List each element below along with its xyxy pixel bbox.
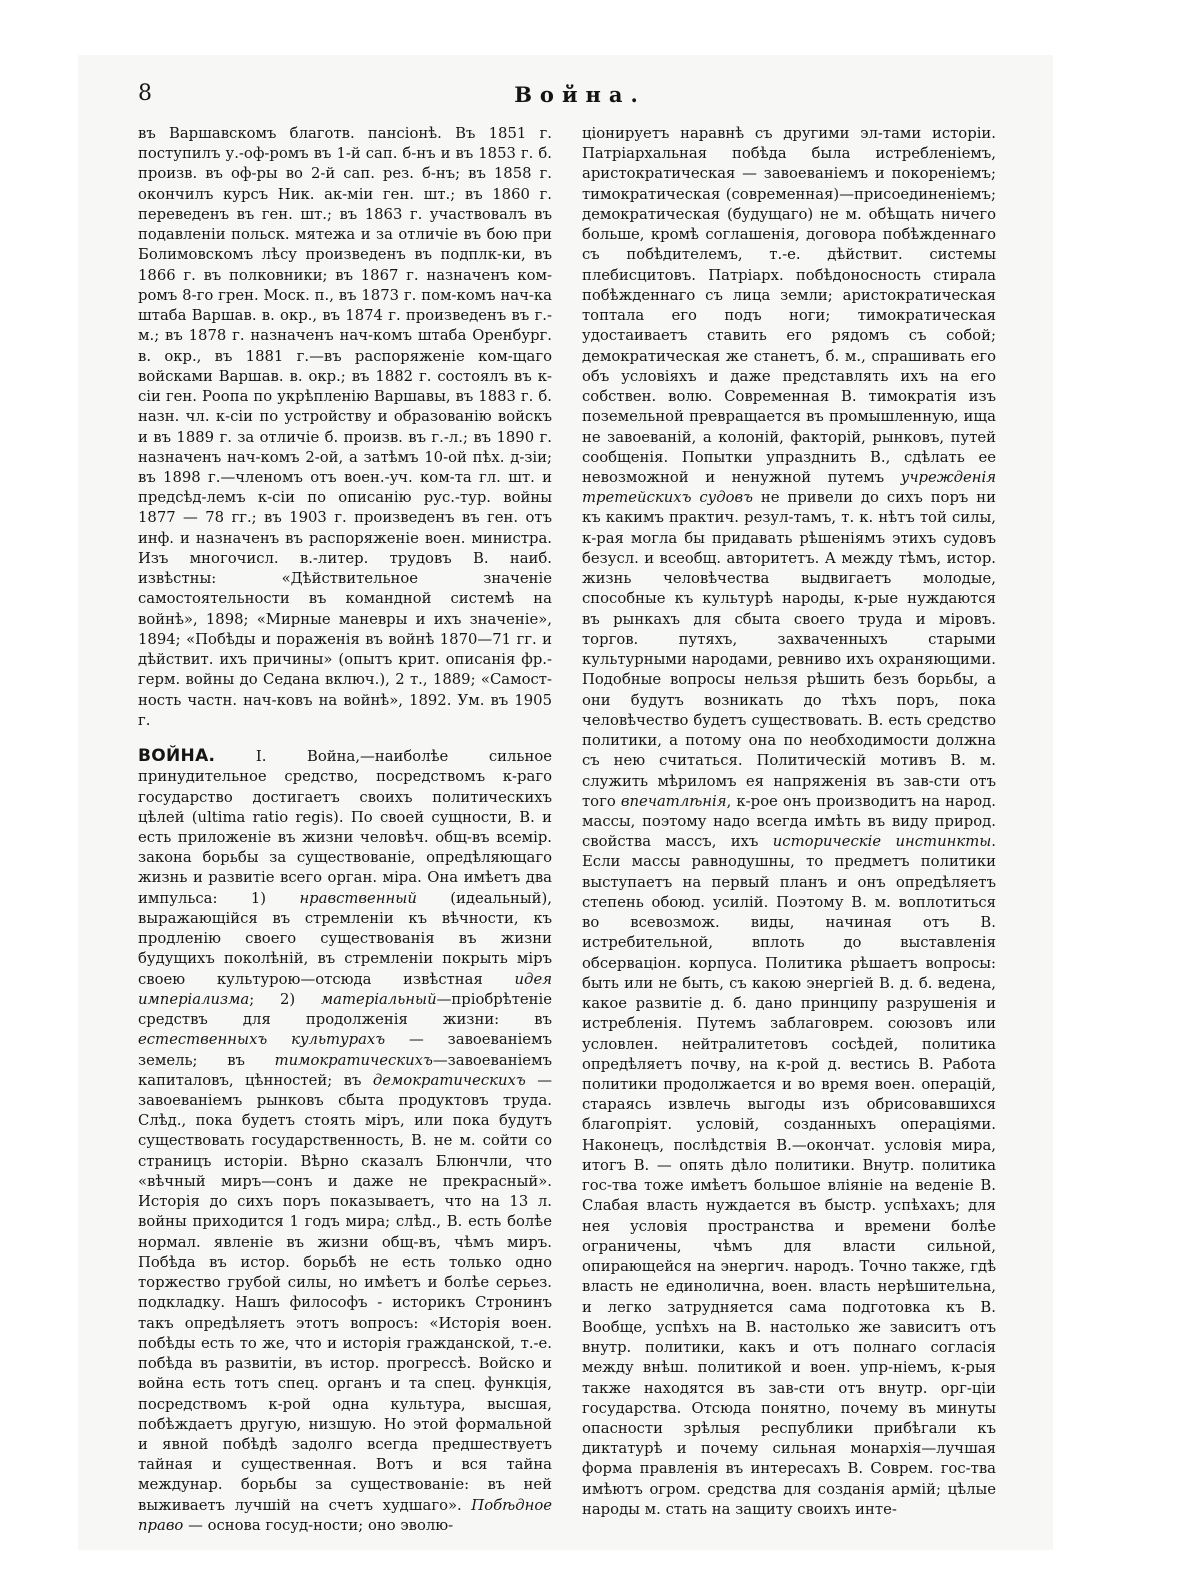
text-run: ціонируетъ наравнѣ съ другими эл-тами исторіи. Патріархальная побѣда была истребленіемъ, аристократическая — завоеваніемъ и покореніемъ; тимократическая (современная)—присоединеніемъ; демократическая (будущаго) не м. обѣщать ничего больше, кромѣ соглашенія, договора побѣжденнаго съ побѣдителемъ, т.-е. дѣйствит. системы плебисцитовъ. Патріарх. побѣдоносность стирала побѣжденнаго съ лица земли; аристократическая топтала его подъ ноги; тимократическая удостаиваетъ ставить его рядомъ съ собой; демократическая же станетъ, б. м., спрашивать его объ условіяхъ и даже представлять ихъ на его собствен. волю. Современная В. тимократія изъ поземельной превращается въ промышленную, ища не завоеваній, а колоній, факторій, рынковъ, путей сообщенія. Попытки упразднить В., сдѣлать ее невозможной и ненужной путемъ: [582, 125, 996, 486]
italic-term: Побѣдное право: [138, 1496, 552, 1534]
text-run: . Если массы равнодушны, то предметъ политики выступаетъ на первый планъ и онъ опредѣляетъ степень обоюд. усилій. Поэтому В. м. воплотиться во всевозмож. виды, начиная отъ В. истребительной, вплоть до выставленія обсерваціон. корпуса. Политика рѣшаетъ вопросы: быть или не быть, съ какою энергіей В. д. б. ведена, какое развитіе д. б. дано принципу разрушенія и истребленія. Путемъ заблаговрем. союзовъ или условлен. нейтралитетовъ сосѣдей, политика опредѣляетъ почву, на к-рой д. вестись В. Работа политики продолжается и во время воен. операцій, стараясь извлечь выгоды изъ обрисовавшихся благопріят. условій, созданныхъ операціями. Наконецъ, послѣдствія В.—окончат. условія мира, итогъ В. — опять дѣло политики. Внутр. политика гос-тва тоже имѣетъ большое вліяніе на веденіе В. Слабая власть нуждается въ быстр. успѣхахъ; для нея условія пространства и времени болѣе ограничены, чѣмъ для власти сильной, опирающейся на энергич. народъ. Точно также, гдѣ власть не единолична, воен. власть нерѣшительна, и легко затрудняется сама подготовка къ В. Вообще, успѣхъ на В. настолько же зависитъ отъ внутр. политики, какъ и отъ полнаго согласія между внѣш. политикой и воен. упр-ніемъ, к-рыя также находятся въ зав-сти отъ внутр. орг-ціи государства. Отсюда понятно, почему въ минуты опасности зрѣлыя республики прибѣгали къ диктатурѣ и почему сильная монархія—лучшая форма правленія въ интересахъ В. Соврем. гос-тва имѣютъ огром. средства для созданія армій; цѣлые народы м. стать на защиту своихъ инте-: [582, 833, 996, 1518]
italic-term: демократическихъ: [372, 1071, 526, 1089]
italic-term: тимократическихъ: [274, 1051, 433, 1069]
left-column: [138, 124, 552, 1536]
text-run: — завоеваніемъ земель; въ: [138, 1031, 552, 1069]
page-number: 8: [138, 81, 152, 106]
italic-term: нравственный: [299, 889, 417, 907]
entry-paragraph: [138, 746, 552, 1536]
running-title: Война.: [514, 82, 646, 107]
text-run: ; 2): [249, 990, 321, 1008]
italic-term: матеріальный: [320, 990, 437, 1008]
right-column: [582, 124, 996, 1520]
italic-term: впечатлѣнія: [620, 792, 727, 810]
text-run: (идеальный), выражающійся въ стремленіи къ вѣчности, къ продленію своего существованія въ жизни будущихъ поколѣній, въ стремленіи покрыть міръ своею культурою—отсюда извѣстная: [138, 889, 552, 988]
text-run: не привели до сихъ поръ ни къ какимъ практич. резул-тамъ, т. к. нѣтъ той силы, к-рая могла бы придавать рѣшеніямъ этихъ судовъ безусл. и всеобщ. авторитетъ. А между тѣмъ, истор. жизнь человѣчества выдвигаетъ молодые, способные къ культурѣ народы, к-рые нуждаются въ рынкахъ для сбыта своего труда и міровъ. торгов. путяхъ, захваченныхъ старыми культурными народами, ревниво ихъ охраняющими. Подобные вопросы нельзя рѣшить безъ борьбы, а они будутъ возникать до тѣхъ поръ, пока человѣчество будетъ существовать. В. есть средство политики, а потому она по необходимости должна съ нею считаться. Политическій мотивъ В. м. служить мѣриломъ ея напряженія въ зав-сти отъ того: [582, 489, 996, 810]
entry-title: ВОЙНА.: [138, 746, 216, 767]
text-run: — основа госуд-ности; оно эволю-: [183, 1516, 454, 1534]
italic-term: историческіе инстинкты: [772, 833, 992, 851]
text-run: —завоеваніемъ капиталовъ, цѣнностей; въ: [138, 1051, 552, 1089]
text-run: —пріобрѣтеніе средствъ для продолженія жизни: въ: [138, 990, 552, 1029]
text-run: , к-рое онъ производитъ на народ. массы, поэтому надо всегда имѣть въ виду природ. свойства массъ, ихъ: [582, 792, 996, 851]
biography-paragraph: въ Варшавскомъ благотв. пансіонѣ. Въ 1851 г. поступилъ у.-оф-ромъ въ 1-й сап. б-нъ и въ 1853 г. б. произв. въ оф-ры во 2-й сап. рез. б-нъ; въ 1858 г. окончилъ курсъ Ник. ак-міи ген. шт.; въ 1860 г. переведенъ въ ген. шт.; въ 1863 г. участвовалъ въ подавленіи польск. мятежа и за отличіе въ бою при Болимовскомъ лѣсу произведенъ въ подплк-ки, въ 1866 г. въ полковники; въ 1867 г. назначенъ ком-ромъ 8-го грен. Моск. п., въ 1873 г. пом-комъ нач-ка штаба Варшав. в. окр., въ 1874 г. произведенъ въ г.-м.; въ 1878 г. назначенъ нач-комъ штаба Оренбург. в. окр., въ 1881 г.—въ распоряженіе ком-щаго войсками Варшав. в. окр.; въ 1882 г. состоялъ въ к-сіи ген. Роопа по укрѣпленію Варшавы, въ 1883 г. б. назн. чл. к-сіи по устройству и образованію войскъ и въ 1889 г. за отличіе б. произв. въ г.-л.; въ 1890 г. назначенъ нач-комъ 2-ой, а затѣмъ 10-ой пѣх. д-зіи; въ 1898 г.—членомъ отъ воен.-уч. ком-та гл. шт. и предсѣд-лемъ к-сіи по описанію рус.-тур. войны 1877 — 78 гг.; въ 1903 г. произведенъ въ ген. отъ инф. и назначенъ въ распоряженіе воен. министра. Изъ многочисл. в.-литер. трудовъ В. наиб. извѣстны: «Дѣйствительное значеніе самостоятельности въ командной системѣ на войнѣ», 1898; «Мирные маневры и ихъ значеніе», 1894; «Побѣды и пораженія въ войнѣ 1870—71 гг. и дѣйствит. ихъ причины» (опытъ крит. описанія фр.-герм. войны до Седана включ.), 2 т., 1889; «Самост-ность частн. нач-ковъ на войнѣ», 1892. Ум. въ 1905 г.: [138, 125, 552, 729]
text-run: I. Война,—наиболѣе сильное принудительное средство, посредствомъ к-раго государство достигаетъ своихъ политическихъ цѣлей (ultima ratio regis). По своей сущности, В. и есть приложеніе въ жизни человѣч. общ-въ всеміp. закона борьбы за существованіе, опредѣляющаго жизнь и развитіе всего орган. міра. Она имѣетъ два импульса: 1): [138, 748, 552, 907]
continued-paragraph: [582, 124, 996, 1520]
italic-term: учрежденія третейскихъ судовъ: [582, 468, 996, 507]
text-run: — завоеваніемъ рынковъ сбыта продуктовъ труда. Слѣд., пока будетъ стоять міръ, или пока будутъ существовать государственность, В. не м. сойти со страницъ исторіи. Вѣрно сказалъ Блюнчли, что «вѣчный миръ—сонъ и даже не прекрасный». Исторія до сихъ поръ показываетъ, что на 13 л. войны приходится 1 годъ мира; слѣд., В. есть болѣе нормал. явленіе въ жизни общ-въ, чѣмъ миръ. Побѣда въ истор. борьбѣ не есть только одно торжество грубой силы, но имѣетъ и болѣе серьез. подкладку. Нашъ философъ - историкъ Стронинъ такъ опредѣляетъ этотъ вопросъ: «Исторія воен. побѣды есть то же, что и исторія гражданской, т.-е. побѣда въ развитіи, въ истор. прогрессѣ. Войско и война есть тотъ спец. органъ и та спец. функція, посредствомъ к-рой одна культура, высшая, побѣждаетъ другую, низшую. Но этой формальной и явной побѣдѣ задолго всегда предшествуетъ тайная и существенная. Вотъ и вся тайна междунар. борьбы за существованіе: въ ней выживаетъ лучшій на счетъ худшаго».: [138, 1071, 552, 1514]
italic-term: естественныхъ культурахъ: [138, 1031, 386, 1049]
italic-term: идея имперіализма: [138, 970, 552, 1008]
